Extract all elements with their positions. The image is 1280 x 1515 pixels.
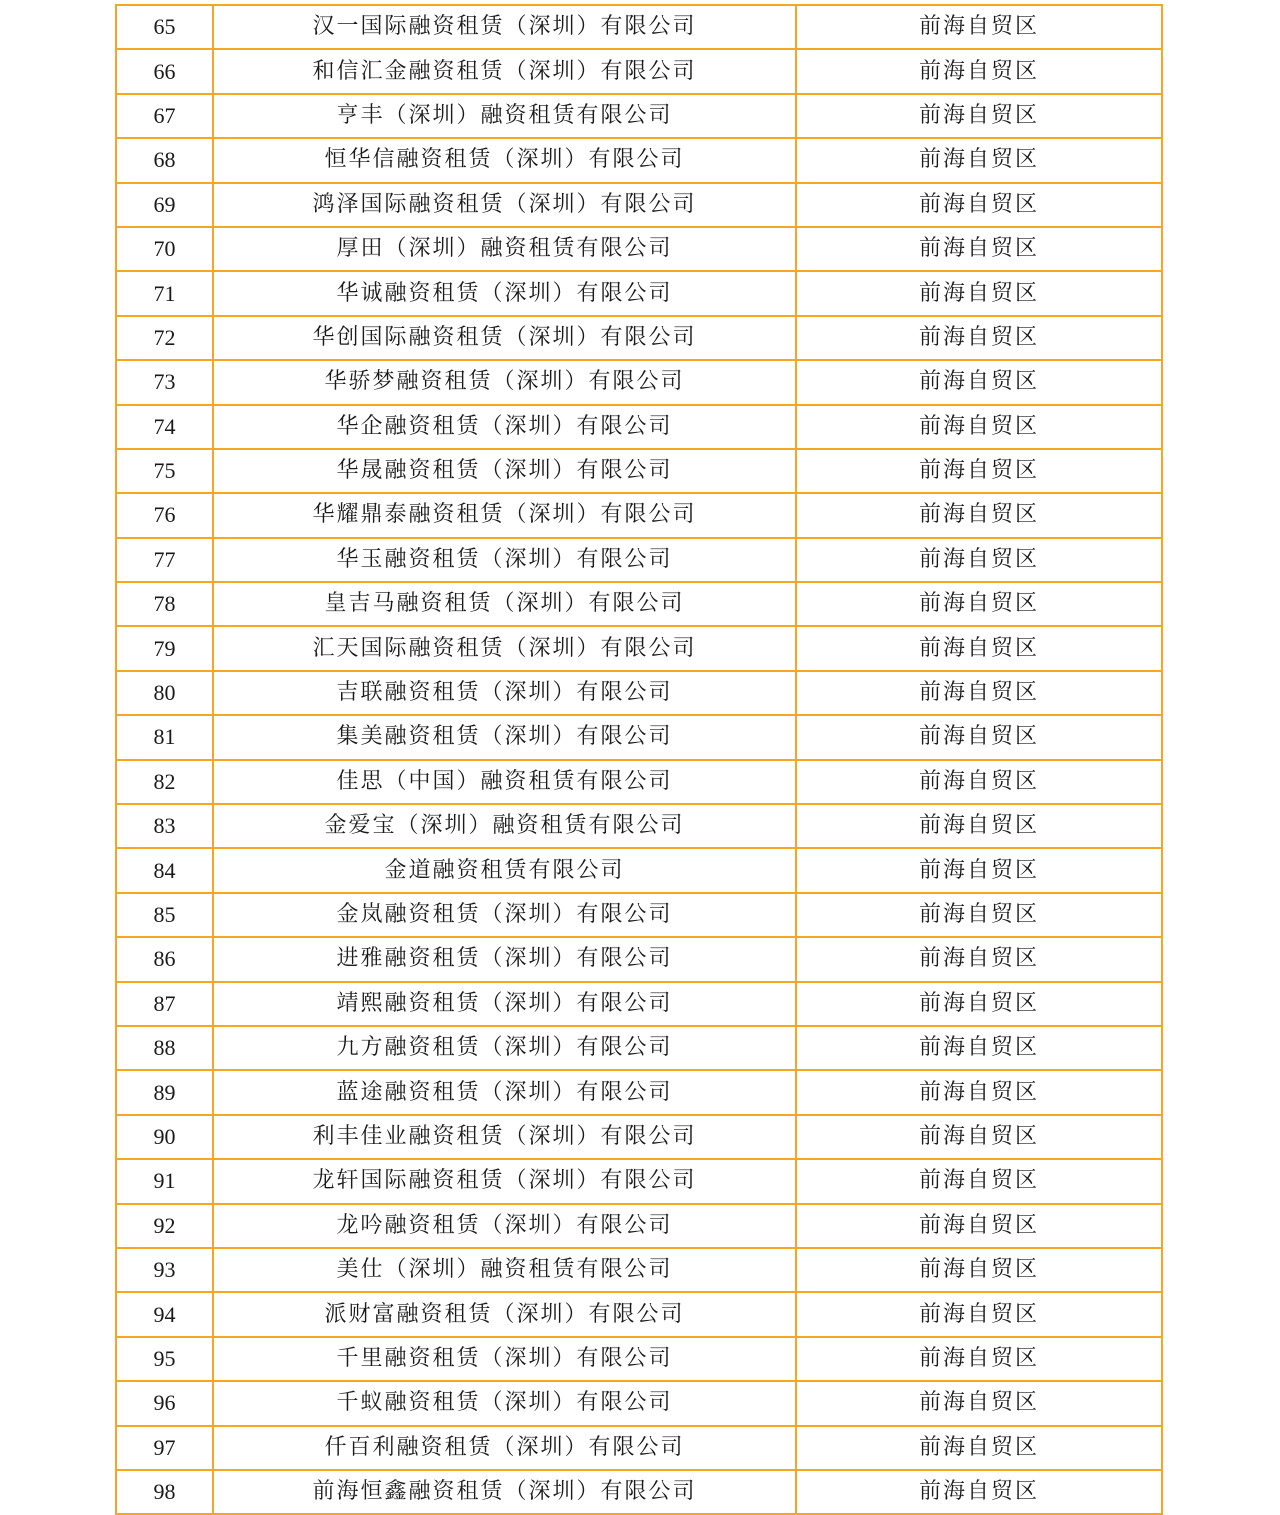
row-number-cell: 90: [116, 1115, 213, 1159]
table-row: [116, 893, 1162, 937]
table-row: [116, 493, 1162, 537]
company-name-cell: 厚田（深圳）融资租赁有限公司: [213, 227, 796, 271]
region-cell: 前海自贸区: [796, 1248, 1162, 1292]
region-cell: 前海自贸区: [796, 1470, 1162, 1514]
company-name-cell: 龙轩国际融资租赁（深圳）有限公司: [213, 1159, 796, 1203]
region-cell: 前海自贸区: [796, 316, 1162, 360]
region-cell: 前海自贸区: [796, 493, 1162, 537]
table-row: [116, 49, 1162, 93]
table-row: [116, 538, 1162, 582]
region-cell: 前海自贸区: [796, 1115, 1162, 1159]
company-name-cell: 华诚融资租赁（深圳）有限公司: [213, 271, 796, 315]
row-number-cell: 65: [116, 5, 213, 49]
table-row: [116, 227, 1162, 271]
table-body: [116, 5, 1162, 1514]
table-row: [116, 1026, 1162, 1070]
table-row: [116, 360, 1162, 404]
company-name-cell: 金道融资租赁有限公司: [213, 848, 796, 892]
row-number-cell: 68: [116, 138, 213, 182]
region-cell: 前海自贸区: [796, 1204, 1162, 1248]
region-cell: 前海自贸区: [796, 804, 1162, 848]
region-cell: 前海自贸区: [796, 183, 1162, 227]
company-name-cell: 蓝途融资租赁（深圳）有限公司: [213, 1070, 796, 1114]
company-list-table: [115, 4, 1163, 1515]
row-number-cell: 74: [116, 405, 213, 449]
region-cell: 前海自贸区: [796, 1426, 1162, 1470]
row-number-cell: 87: [116, 982, 213, 1026]
company-name-cell: 集美融资租赁（深圳）有限公司: [213, 715, 796, 759]
company-name-cell: 汉一国际融资租赁（深圳）有限公司: [213, 5, 796, 49]
row-number-cell: 98: [116, 1470, 213, 1514]
company-name-cell: 皇吉马融资租赁（深圳）有限公司: [213, 582, 796, 626]
region-cell: 前海自贸区: [796, 227, 1162, 271]
region-cell: 前海自贸区: [796, 405, 1162, 449]
table-row: [116, 626, 1162, 670]
company-name-cell: 进雅融资租赁（深圳）有限公司: [213, 937, 796, 981]
region-cell: 前海自贸区: [796, 626, 1162, 670]
company-name-cell: 吉联融资租赁（深圳）有限公司: [213, 671, 796, 715]
company-name-cell: 千里融资租赁（深圳）有限公司: [213, 1337, 796, 1381]
table-row: [116, 1248, 1162, 1292]
table-row: [116, 804, 1162, 848]
region-cell: 前海自贸区: [796, 937, 1162, 981]
region-cell: 前海自贸区: [796, 982, 1162, 1026]
row-number-cell: 81: [116, 715, 213, 759]
region-cell: 前海自贸区: [796, 893, 1162, 937]
region-cell: 前海自贸区: [796, 1070, 1162, 1114]
region-cell: 前海自贸区: [796, 848, 1162, 892]
row-number-cell: 72: [116, 316, 213, 360]
row-number-cell: 82: [116, 760, 213, 804]
row-number-cell: 79: [116, 626, 213, 670]
company-name-cell: 华玉融资租赁（深圳）有限公司: [213, 538, 796, 582]
table-row: [116, 1337, 1162, 1381]
company-name-cell: 美仕（深圳）融资租赁有限公司: [213, 1248, 796, 1292]
company-name-cell: 金岚融资租赁（深圳）有限公司: [213, 893, 796, 937]
region-cell: 前海自贸区: [796, 1337, 1162, 1381]
table-row: [116, 5, 1162, 49]
company-name-cell: 龙吟融资租赁（深圳）有限公司: [213, 1204, 796, 1248]
region-cell: 前海自贸区: [796, 271, 1162, 315]
company-name-cell: 华晟融资租赁（深圳）有限公司: [213, 449, 796, 493]
company-name-cell: 仟百利融资租赁（深圳）有限公司: [213, 1426, 796, 1470]
region-cell: 前海自贸区: [796, 1292, 1162, 1336]
company-name-cell: 汇天国际融资租赁（深圳）有限公司: [213, 626, 796, 670]
region-cell: 前海自贸区: [796, 5, 1162, 49]
table-row: [116, 94, 1162, 138]
table-row: [116, 982, 1162, 1026]
company-name-cell: 靖熙融资租赁（深圳）有限公司: [213, 982, 796, 1026]
row-number-cell: 91: [116, 1159, 213, 1203]
row-number-cell: 89: [116, 1070, 213, 1114]
table-row: [116, 271, 1162, 315]
region-cell: 前海自贸区: [796, 1159, 1162, 1203]
company-name-cell: 华企融资租赁（深圳）有限公司: [213, 405, 796, 449]
row-number-cell: 69: [116, 183, 213, 227]
row-number-cell: 73: [116, 360, 213, 404]
company-name-cell: 恒华信融资租赁（深圳）有限公司: [213, 138, 796, 182]
company-name-cell: 华创国际融资租赁（深圳）有限公司: [213, 316, 796, 360]
table-row: [116, 1381, 1162, 1425]
row-number-cell: 95: [116, 1337, 213, 1381]
row-number-cell: 71: [116, 271, 213, 315]
row-number-cell: 80: [116, 671, 213, 715]
company-name-cell: 前海恒鑫融资租赁（深圳）有限公司: [213, 1470, 796, 1514]
company-name-cell: 亨丰（深圳）融资租赁有限公司: [213, 94, 796, 138]
region-cell: 前海自贸区: [796, 138, 1162, 182]
table-row: [116, 316, 1162, 360]
row-number-cell: 93: [116, 1248, 213, 1292]
region-cell: 前海自贸区: [796, 671, 1162, 715]
table-row: [116, 937, 1162, 981]
region-cell: 前海自贸区: [796, 360, 1162, 404]
table-row: [116, 1159, 1162, 1203]
table-row: [116, 760, 1162, 804]
table-row: [116, 1115, 1162, 1159]
region-cell: 前海自贸区: [796, 49, 1162, 93]
row-number-cell: 86: [116, 937, 213, 981]
region-cell: 前海自贸区: [796, 538, 1162, 582]
region-cell: 前海自贸区: [796, 1381, 1162, 1425]
table-row: [116, 405, 1162, 449]
row-number-cell: 67: [116, 94, 213, 138]
company-name-cell: 华耀鼎泰融资租赁（深圳）有限公司: [213, 493, 796, 537]
region-cell: 前海自贸区: [796, 94, 1162, 138]
row-number-cell: 84: [116, 848, 213, 892]
region-cell: 前海自贸区: [796, 760, 1162, 804]
company-name-cell: 鸿泽国际融资租赁（深圳）有限公司: [213, 183, 796, 227]
row-number-cell: 96: [116, 1381, 213, 1425]
company-name-cell: 华骄梦融资租赁（深圳）有限公司: [213, 360, 796, 404]
company-name-cell: 佳思（中国）融资租赁有限公司: [213, 760, 796, 804]
table-row: [116, 1292, 1162, 1336]
row-number-cell: 77: [116, 538, 213, 582]
table-row: [116, 582, 1162, 626]
row-number-cell: 76: [116, 493, 213, 537]
table-row: [116, 848, 1162, 892]
table-row: [116, 183, 1162, 227]
company-name-cell: 和信汇金融资租赁（深圳）有限公司: [213, 49, 796, 93]
region-cell: 前海自贸区: [796, 582, 1162, 626]
table-row: [116, 449, 1162, 493]
table-row: [116, 1470, 1162, 1514]
row-number-cell: 66: [116, 49, 213, 93]
row-number-cell: 88: [116, 1026, 213, 1070]
row-number-cell: 85: [116, 893, 213, 937]
table-row: [116, 1426, 1162, 1470]
row-number-cell: 75: [116, 449, 213, 493]
table-row: [116, 138, 1162, 182]
row-number-cell: 78: [116, 582, 213, 626]
company-name-cell: 金爱宝（深圳）融资租赁有限公司: [213, 804, 796, 848]
region-cell: 前海自贸区: [796, 1026, 1162, 1070]
table-row: [116, 671, 1162, 715]
row-number-cell: 83: [116, 804, 213, 848]
row-number-cell: 92: [116, 1204, 213, 1248]
company-name-cell: 派财富融资租赁（深圳）有限公司: [213, 1292, 796, 1336]
row-number-cell: 97: [116, 1426, 213, 1470]
region-cell: 前海自贸区: [796, 715, 1162, 759]
row-number-cell: 70: [116, 227, 213, 271]
region-cell: 前海自贸区: [796, 449, 1162, 493]
table-row: [116, 1204, 1162, 1248]
row-number-cell: 94: [116, 1292, 213, 1336]
company-name-cell: 九方融资租赁（深圳）有限公司: [213, 1026, 796, 1070]
table-row: [116, 715, 1162, 759]
company-name-cell: 利丰佳业融资租赁（深圳）有限公司: [213, 1115, 796, 1159]
table-row: [116, 1070, 1162, 1114]
company-name-cell: 千蚁融资租赁（深圳）有限公司: [213, 1381, 796, 1425]
